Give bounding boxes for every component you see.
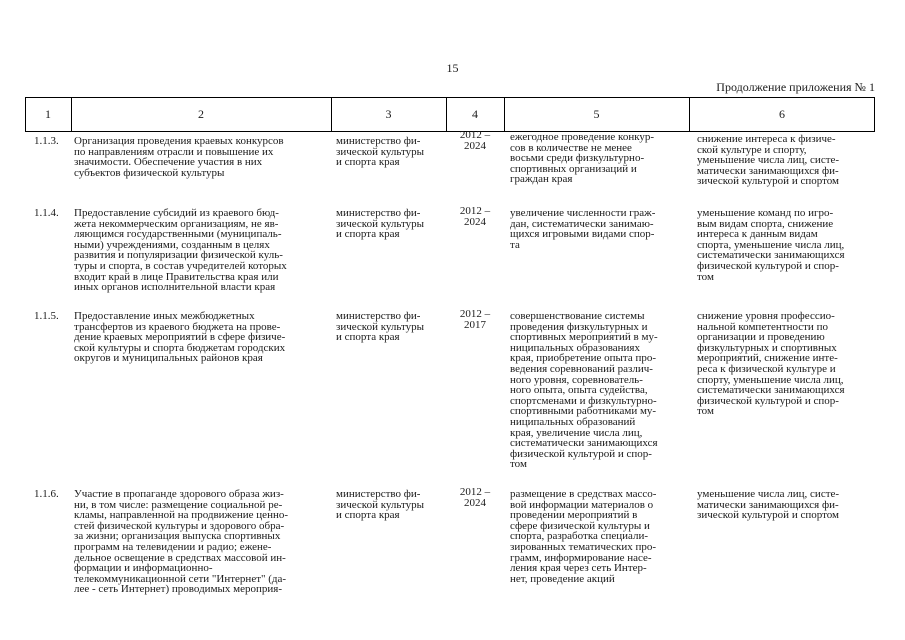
row-period: 2012 – 2024 xyxy=(459,486,491,509)
row-consequences: снижение интереса к физиче- ской культуре и спорту, уменьшение числа лиц, систе- матически занимающихся фи- зической культурой и спортом xyxy=(697,133,840,188)
header-col-1: 1 xyxy=(45,107,51,121)
row-result: совершенствование системы проведения физкультурных и спортивных мероприятий в му- ниципальных образованиях края, приобретение опыта про- ведения соревнований различ- ного уровня, соревнователь- ного опыта, опыта судейства, спортсменами и физкультурно- спортивными работниками му- ниципальных образований края, увеличение числа лиц, систематически занимающихся физической культурой и спор- том xyxy=(510,310,658,471)
row-consequences: уменьшение команд по игро- вым видам спорта, снижение интереса к данным видам спорта, уменьшение числа лиц, систематически занимающихся физической культурой и спор- том xyxy=(697,207,845,283)
row-executor: министерство фи- зической культуры и спорта края xyxy=(336,135,425,169)
row-executor: министерство фи- зической культуры и спорта края xyxy=(336,310,425,344)
row-number: 1.1.3. xyxy=(34,135,59,147)
row-consequences: уменьшение числа лиц, систе- матически занимающихся фи- зической культурой и спортом xyxy=(697,488,840,522)
row-activity: Участие в пропаганде здорового образа жиз- ни, в том числе: размещение социальной ре- кламы, направленной на продвижение ценно- стей физической культуры и здорового обра- за жизни; организация выпуска спортивных программ на телевидении и радио; еженe- дельное освещение в средствах массовой ин- формации и информационно- телекоммуникационной сети "Интернет" (да- лее - сеть Интернет) проводимых мероприя- xyxy=(74,488,289,596)
row-result: размещение в средствах массо- вой информации материалов о проведении мероприятий в сфере физической культуры и спорта, разработка специали- зированных тематических про- грамм, информирование насе- ления края через сеть Интер- нет, проведение акций xyxy=(510,488,657,585)
header-col-2: 2 xyxy=(198,107,204,121)
row-number: 1.1.5. xyxy=(34,310,59,322)
column-divider xyxy=(874,98,875,131)
row-number: 1.1.6. xyxy=(34,488,59,500)
page-number: 15 xyxy=(446,61,459,75)
header-col-5: 5 xyxy=(593,107,600,121)
header-col-3: 3 xyxy=(385,107,392,121)
row-executor: министерство фи- зической культуры и спорта края xyxy=(336,207,425,241)
table-header xyxy=(25,97,875,132)
row-activity: Организация проведения краевых конкурсов по направлениям отрасли и повышение их значимости. Обеспечение участия в них субъектов физической культуры xyxy=(74,135,284,179)
row-result: увеличение численности граж- дан, систематически занимаю- щихся игровыми видами спор- та xyxy=(510,207,656,251)
row-number: 1.1.4. xyxy=(34,207,59,219)
row-period: 2012 – 2017 xyxy=(459,308,491,331)
continuation-label: Продолжение приложения № 1 xyxy=(716,80,875,94)
row-executor: министерство фи- зической культуры и спорта края xyxy=(336,488,425,522)
row-activity: Предоставление иных межбюджетных трансфертов из краевого бюджета на прове- дение краевых мероприятий в сфере физиче- ской культуры и спорта бюджетам городских округов и муниципальных районов края xyxy=(74,310,286,365)
row-result: ежегодное проведение конкур- сов в количестве не менее восьми среди физкультурно- спортивных организаций и граждан края xyxy=(510,131,655,186)
row-period: 2012 – 2024 xyxy=(459,129,491,152)
row-consequences: снижение уровня профессио- нальной компетентности по организации и проведению физкультурных и спортивных мероприятий, снижение инте- реса к физической культуре и спорту, уменьшение числа лиц, систематически занимающихся физической культурой и спор- том xyxy=(697,310,845,418)
header-col-6: 6 xyxy=(779,107,785,121)
header-col-4: 4 xyxy=(472,107,478,121)
row-period: 2012 – 2024 xyxy=(459,205,491,228)
row-activity: Предоставление субсидий из краевого бюд- жета некоммерческим организациям, не яв- ляющимся государственными (муниципаль- ными) учреждениями, созданным в целях развития и популяризации физической куль- туры и спорта, в состав учредителей которых входит край в лице Правительства края или иных органов исполнительной власти края xyxy=(74,207,287,294)
